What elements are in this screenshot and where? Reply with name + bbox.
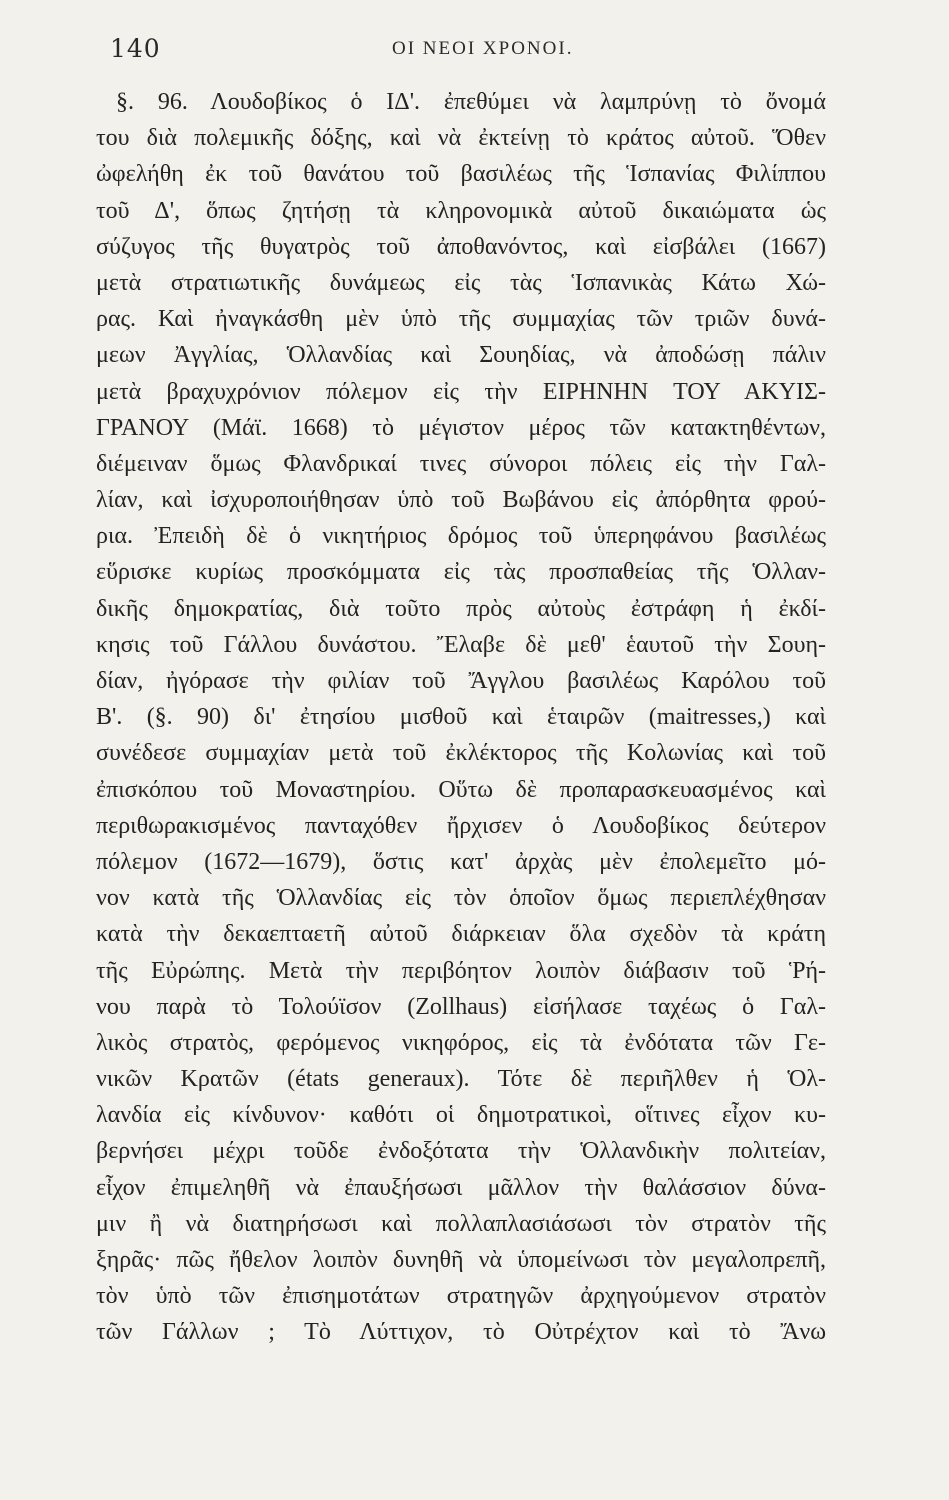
text-line: κησις τοῦ Γάλλου δυνάστου. Ἔλαβε δὲ μεθ' ἑαυτοῦ τὴν Σουη- <box>96 631 826 658</box>
text-line: λανδία εἰς κίνδυνον· καθότι οἱ δημοτρατικοὶ, οἵτινες εἶχον κυ- <box>96 1102 826 1129</box>
text-line: δίαν, ἠγόρασε τὴν φιλίαν τοῦ Ἄγγλου βασιλέως Καρόλου τοῦ <box>96 668 826 694</box>
text-line: μιν ἢ νὰ διατηρήσωσι καὶ πολλαπλασιάσωσι τὸν στρατὸν τῆς <box>96 1210 826 1237</box>
text-line: βερνήσει μέχρι τοῦδε ἐνδοξότατα τὴν Ὁλλανδικὴν πολιτείαν, <box>96 1138 826 1165</box>
text-line: διέμειναν ὅμως Φλανδρικαί τινες σύνοροι πόλεις εἰς τὴν Γαλ- <box>96 450 826 477</box>
text-line: τὸν ὑπὸ τῶν ἐπισημοτάτων στρατηγῶν ἀρχηγούμενον στρατὸν <box>96 1283 826 1310</box>
text-line: νου παρὰ τὸ Τολούϊσον (Zollhaus) εἰσήλασε ταχέως ὁ Γαλ- <box>96 993 826 1020</box>
text-line: ἐπισκόπου τοῦ Μοναστηρίου. Οὕτω δὲ προπαρασκευασμένος καὶ <box>96 776 826 803</box>
running-title: ΟΙ ΝΕΟΙ ΧΡΟΝΟΙ. <box>392 38 574 59</box>
text-line: λίαν, καὶ ἰσχυροποιήθησαν ὑπὸ τοῦ Βωβάνου εἰς ἀπόρθητα φρού- <box>96 487 826 514</box>
text-line: του διὰ πολεμικῆς δόξης, καὶ νὰ ἐκτείνῃ τὸ κράτος αὐτοῦ. Ὅθεν <box>96 125 826 152</box>
text-line: δικῆς δημοκρατίας, διὰ τοῦτο πρὸς αὐτοὺς ἐστράφη ἡ ἐκδί- <box>96 595 826 622</box>
text-line: Β'. (§. 90) δι' ἐτησίου μισθοῦ καὶ ἑταιρῶν (maitresses,) καὶ <box>96 704 826 731</box>
text-line: ὠφελήθη ἐκ τοῦ θανάτου τοῦ βασιλέως τῆς Ἱσπανίας Φιλίππου <box>96 161 826 188</box>
main-paragraph <box>96 84 826 1351</box>
text-line: εἶχον ἐπιμεληθῆ νὰ ἐπαυξήσωσι μᾶλλον τὴν θαλάσσιον δύνα- <box>96 1174 826 1201</box>
text-line: ρας. Καὶ ἠναγκάσθη μὲν ὑπὸ τῆς συμμαχίας τῶν τριῶν δυνά- <box>96 306 826 333</box>
page-number: 140 <box>110 34 161 63</box>
text-line: μετὰ βραχυχρόνιον πόλεμον εἰς τὴν ΕΙΡΗΝΗΝ ΤΟΥ ΑΚΥΙΣ- <box>96 378 826 405</box>
text-line: εὕρισκε κυρίως προσκόμματα εἰς τὰς προσπαθείας τῆς Ὁλλαν- <box>96 559 826 586</box>
text-line: σύζυγος τῆς θυγατρὸς τοῦ ἀποθανόντος, καὶ εἰσβάλει (1667) <box>96 233 826 260</box>
text-line: νικῶν Κρατῶν (états generaux). Τότε δὲ περιῆλθεν ἡ Ὁλ- <box>96 1066 826 1093</box>
text-line: ξηρᾶς· πῶς ἤθελον λοιπὸν δυνηθῆ νὰ ὑπομείνωσι τὸν μεγαλοπρεπῆ, <box>96 1247 826 1273</box>
text-line: τοῦ Δ', ὅπως ζητήσῃ τὰ κληρονομικὰ αὐτοῦ δικαιώματα ὡς <box>96 197 826 224</box>
text-line: ρια. Ἐπειδὴ δὲ ὁ νικητήριος δρόμος τοῦ ὑπερηφάνου βασιλέως <box>96 523 826 550</box>
text-line: περιθωρακισμένος πανταχόθεν ἤρχισεν ὁ Λουδοβίκος δεύτερον <box>96 812 826 839</box>
text-line: ΓΡΑΝΟΥ (Μάϊ. 1668) τὸ μέγιστον μέρος τῶν κατακτηθέντων, <box>96 414 826 441</box>
page-header <box>110 34 830 70</box>
text-line: κατὰ τὴν δεκαεπταετῆ αὐτοῦ διάρκειαν ὅλα σχεδὸν τὰ κράτη <box>96 921 826 948</box>
text-line: πόλεμον (1672—1679), ὅστις κατ' ἀρχὰς μὲν ἐπολεμεῖτο μό- <box>96 848 826 875</box>
text-line: τῶν Γάλλων ; Τὸ Λύττιχον, τὸ Οὐτρέχτον καὶ τὸ Ἄνω <box>96 1319 826 1346</box>
text-line: μετὰ στρατιωτικῆς δυνάμεως εἰς τὰς Ἱσπανικὰς Κάτω Χώ- <box>96 269 826 296</box>
text-line: συνέδεσε συμμαχίαν μετὰ τοῦ ἐκλέκτορος τῆς Κολωνίας καὶ τοῦ <box>96 740 826 767</box>
text-line: τῆς Εὐρώπης. Μετὰ τὴν περιβόητον λοιπὸν διάβασιν τοῦ Ῥή- <box>96 957 826 984</box>
text-line: λικὸς στρατὸς, φερόμενος νικηφόρος, εἰς τὰ ἐνδότατα τῶν Γε- <box>96 1029 826 1056</box>
text-line: μεων Ἀγγλίας, Ὁλλανδίας καὶ Σουηδίας, νὰ ἀποδώσῃ πάλιν <box>96 342 826 369</box>
text-line: νον κατὰ τῆς Ὁλλανδίας εἰς τὸν ὁποῖον ὅμως περιεπλέχθησαν <box>96 885 826 912</box>
text-line: §. 96. Λουδοβίκος ὁ ΙΔ'. ἐπεθύμει νὰ λαμπρύνῃ τὸ ὄνομά <box>116 89 826 115</box>
